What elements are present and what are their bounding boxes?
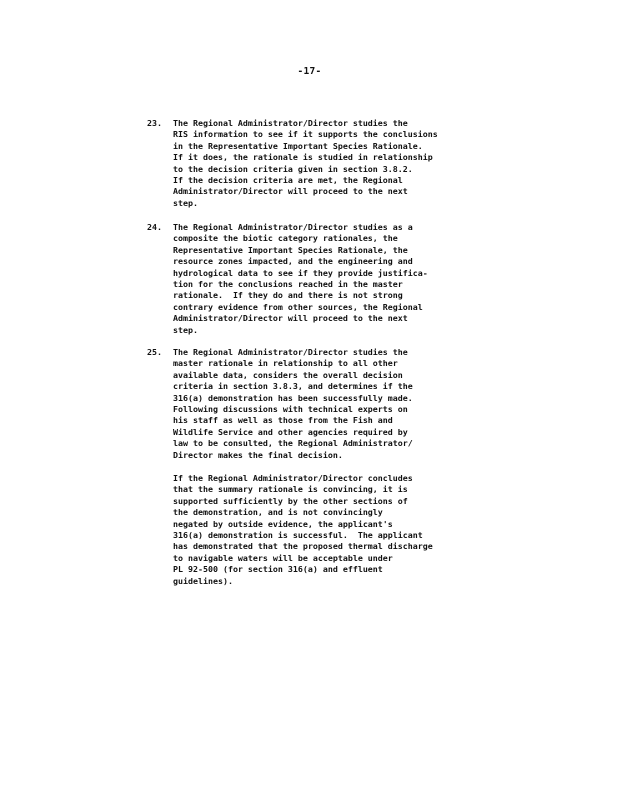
text-line: guidelines).: [173, 575, 233, 586]
text-line: hydrological data to see if they provide justifica-: [173, 267, 428, 278]
text-line: If the Regional Administrator/Director concludes: [173, 473, 413, 483]
text-line: criteria in section 3.8.3, and determines if the: [173, 381, 413, 392]
text-line: PL 92-500 (for section 316(a) and effluent: [173, 564, 383, 575]
text-line: Director makes the final decision.: [173, 449, 343, 460]
item-text: [173, 347, 493, 461]
text-line: step.: [173, 197, 198, 208]
text-line: contrary evidence from other sources, the Regional: [173, 301, 423, 312]
text-line: to the decision criteria given in section 3.8.2.: [173, 163, 413, 174]
text-line: his staff as well as those from the Fish and: [173, 415, 393, 426]
text-line: step.: [173, 324, 198, 335]
text-line: Representative Important Species Rationale, the: [173, 244, 408, 255]
text-line: The Regional Administrator/Director studies as a: [173, 222, 413, 232]
page-number: -17-: [297, 66, 322, 77]
text-line: tion for the conclusions reached in the master: [173, 279, 403, 290]
text-line: available data, considers the overall decision: [173, 369, 403, 380]
text-line: law to be consulted, the Regional Administrator/: [173, 438, 413, 449]
text-line: The Regional Administrator/Director studies the: [173, 347, 408, 357]
text-line: the demonstration, and is not convincingly: [173, 507, 383, 518]
text-line: that the summary rationale is convincing, it is: [173, 484, 408, 495]
text-line: resource zones impacted, and the engineering and: [173, 256, 413, 267]
text-line: Administrator/Director will proceed to the next: [173, 313, 408, 324]
text-line: supported sufficiently by the other sections of: [173, 495, 408, 506]
text-line: Wildlife Service and other agencies required by: [173, 426, 408, 437]
item-number: 23.: [147, 118, 162, 128]
text-line: The Regional Administrator/Director studies the: [173, 118, 408, 128]
text-line: If it does, the rationale is studied in relationship: [173, 152, 433, 163]
text-line: 316(a) demonstration is successful. The applicant: [173, 530, 423, 541]
text-line: negated by outside evidence, the applicant's: [173, 518, 393, 529]
item-text: [173, 118, 493, 209]
text-line: master rationale in relationship to all other: [173, 358, 398, 369]
text-line: in the Representative Important Species Rationale.: [173, 140, 423, 151]
item-number: 24.: [147, 222, 162, 232]
item-text: [173, 222, 493, 336]
text-line: rationale. If they do and there is not strong: [173, 290, 403, 301]
text-line: Following discussions with technical experts on: [173, 404, 408, 415]
text-line: composite the biotic category rationales, the: [173, 233, 398, 244]
text-line: Administrator/Director will proceed to the next: [173, 186, 408, 197]
text-line: 316(a) demonstration has been successfully made.: [173, 392, 413, 403]
text-line: has demonstrated that the proposed thermal discharge: [173, 541, 433, 552]
item-number: 25.: [147, 347, 162, 357]
text-line: If the decision criteria are met, the Regional: [173, 175, 403, 186]
text-line: to navigable waters will be acceptable under: [173, 552, 393, 563]
conclusion-paragraph: [173, 473, 493, 587]
text-line: RIS information to see if it supports the conclusions: [173, 129, 438, 140]
